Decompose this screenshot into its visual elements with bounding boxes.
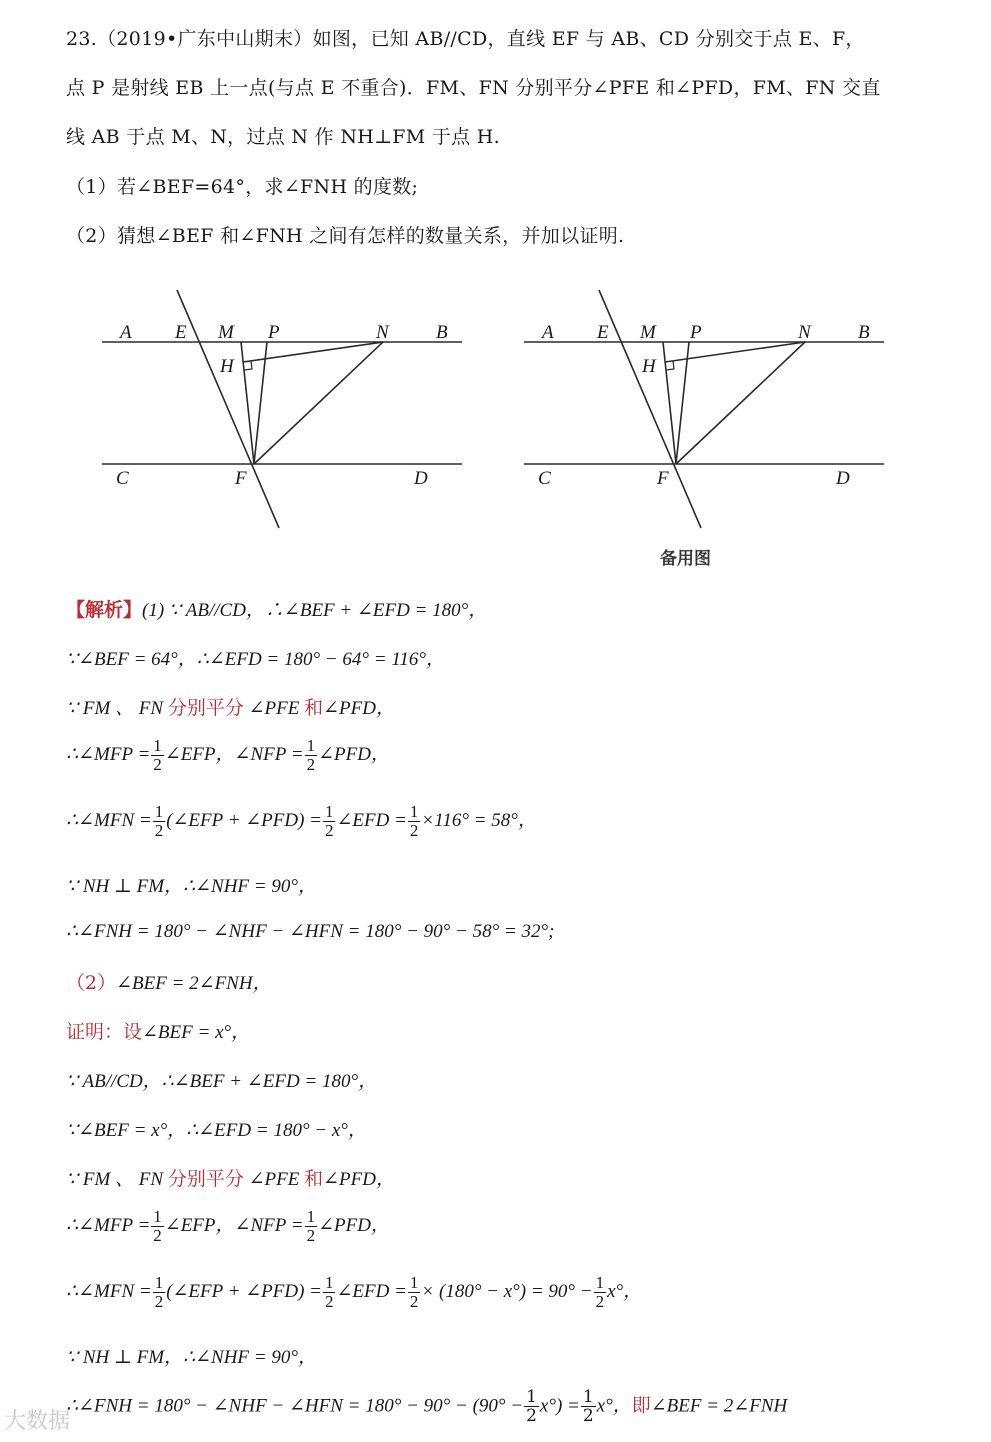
fraction: $\frac{1}{2}$	[154, 1273, 164, 1311]
solution-line-11: ∵∠BEF = x°，∴∠EFD = 180° − x°，	[66, 1120, 367, 1141]
solution-tag: 【解析】	[66, 599, 143, 621]
fraction: $\frac{1}{2}$	[154, 802, 164, 840]
fraction: $\frac{1}{2}$	[153, 1207, 162, 1245]
watermark: 大数据	[4, 1409, 71, 1434]
solution-line-10: ∵ AB//CD，∴∠BEF + ∠EFD = 180°，	[66, 1071, 378, 1092]
problem-line-2: 点 P 是射线 EB 上一点(与点 E 不重合)．FM、FN 分别平分∠PFE 和∠PFD，FM、FN 交直	[66, 77, 881, 99]
problem-line-3: 线 AB 于点 M、N，过点 N 作 NH⊥FM 于点 H.	[66, 126, 501, 148]
label-e: E	[175, 322, 187, 343]
solution-line-15: ∵ NH ⊥ FM，∴∠NHF = 90°，	[66, 1347, 317, 1368]
label-a: A	[120, 322, 132, 343]
label-a: A	[542, 322, 554, 343]
solution-line-6: ∵ NH ⊥ FM，∴∠NHF = 90°，	[66, 876, 317, 897]
label-b: B	[858, 322, 870, 343]
fraction: $\frac{1}{2}$	[409, 802, 419, 840]
fraction: $\frac{1}{2}$	[324, 1273, 334, 1311]
problem-line-1: 23.（2019•广东中山期末）如图，已知 AB//CD，直线 EF 与 AB、CD 分别交于点 E、F，	[66, 28, 865, 50]
label-c: C	[538, 468, 551, 489]
solution-line-12: ∵ FM 、 FN 分别平分 ∠PFE 和∠PFD，	[66, 1168, 395, 1190]
solution-line-9: 证明：设∠BEF = x°，	[66, 1021, 251, 1043]
fraction: $\frac{1}{2}$	[306, 736, 316, 774]
label-p: P	[690, 322, 702, 343]
segment-fn	[254, 342, 383, 464]
solution-line-7: ∴∠FNH = 180° − ∠NHF − ∠HFN = 180° − 90° − 58° = 32°;	[66, 921, 555, 942]
fraction: $\frac{1}{2}$	[409, 1273, 419, 1311]
label-h: H	[220, 356, 234, 377]
solution-line-3: ∵ FM 、 FN 分别平分 ∠PFE 和∠PFD，	[66, 697, 395, 719]
geometry-figures	[0, 270, 991, 570]
fraction: $\frac{1}{2}$	[153, 736, 162, 774]
label-h: H	[642, 356, 656, 377]
label-m: M	[218, 322, 234, 343]
label-m: M	[640, 322, 656, 343]
solution-line-4: ∴∠MFP = $\frac{1}{2}$ ∠EFP，∠NFP = $\frac{1}{2}$ ∠PFD，	[66, 736, 390, 774]
label-e: E	[597, 322, 609, 343]
fraction: $\frac{1}{2}$	[526, 1387, 537, 1426]
label-b: B	[436, 322, 448, 343]
fraction: $\frac{1}{2}$	[582, 1387, 594, 1426]
question-2: （2）猜想∠BEF 和∠FNH 之间有怎样的数量关系，并加以证明.	[66, 225, 625, 247]
label-n: N	[798, 322, 811, 343]
solution-line-5: ∴∠MFN = $\frac{1}{2}$ (∠EFP + ∠PFD) = $\frac{1}{2}$ ∠EFD = $\frac{1}{2}$ ×116° = 58°，	[66, 802, 537, 840]
fraction: $\frac{1}{2}$	[324, 802, 334, 840]
label-n: N	[376, 322, 389, 343]
label-c: C	[116, 468, 129, 489]
label-p: P	[268, 322, 280, 343]
segment-nh	[243, 342, 383, 362]
fraction: $\frac{1}{2}$	[306, 1207, 316, 1245]
figure-backup	[524, 290, 884, 528]
solution-line-2: ∵∠BEF = 64°，∴∠EFD = 180° − 64° = 116°，	[66, 649, 446, 670]
solution-line-16: ∴∠FNH = 180° − ∠NHF − ∠HFN = 180° − 90° − (90° − $\frac{1}{2}$ x°) = $\frac{1}{2}$ x°，即∠BEF = 2∠FNH	[66, 1387, 788, 1426]
label-d: D	[836, 468, 850, 489]
label-f: F	[235, 468, 247, 489]
solution-line-14: ∴∠MFN = $\frac{1}{2}$ (∠EFP + ∠PFD) = $\frac{1}{2}$ ∠EFD = $\frac{1}{2}$ × (180° − x°) = 90° − $\frac{1}{2}$ x°，	[66, 1273, 643, 1311]
figure-caption: 备用图	[660, 549, 711, 569]
question-1: （1）若∠BEF=64°，求∠FNH 的度数;	[66, 176, 419, 198]
solution-line-1: 【解析】(1) ∵ AB//CD，∴∠BEF + ∠EFD = 180°，	[66, 599, 488, 621]
label-d: D	[414, 468, 428, 489]
solution-line-13: ∴∠MFP = $\frac{1}{2}$ ∠EFP，∠NFP = $\frac{1}{2}$ ∠PFD，	[66, 1207, 390, 1245]
fraction: $\frac{1}{2}$	[595, 1273, 605, 1311]
label-f: F	[657, 468, 669, 489]
figure-main	[102, 290, 462, 528]
solution-line-8: （2）∠BEF = 2∠FNH，	[66, 972, 272, 994]
